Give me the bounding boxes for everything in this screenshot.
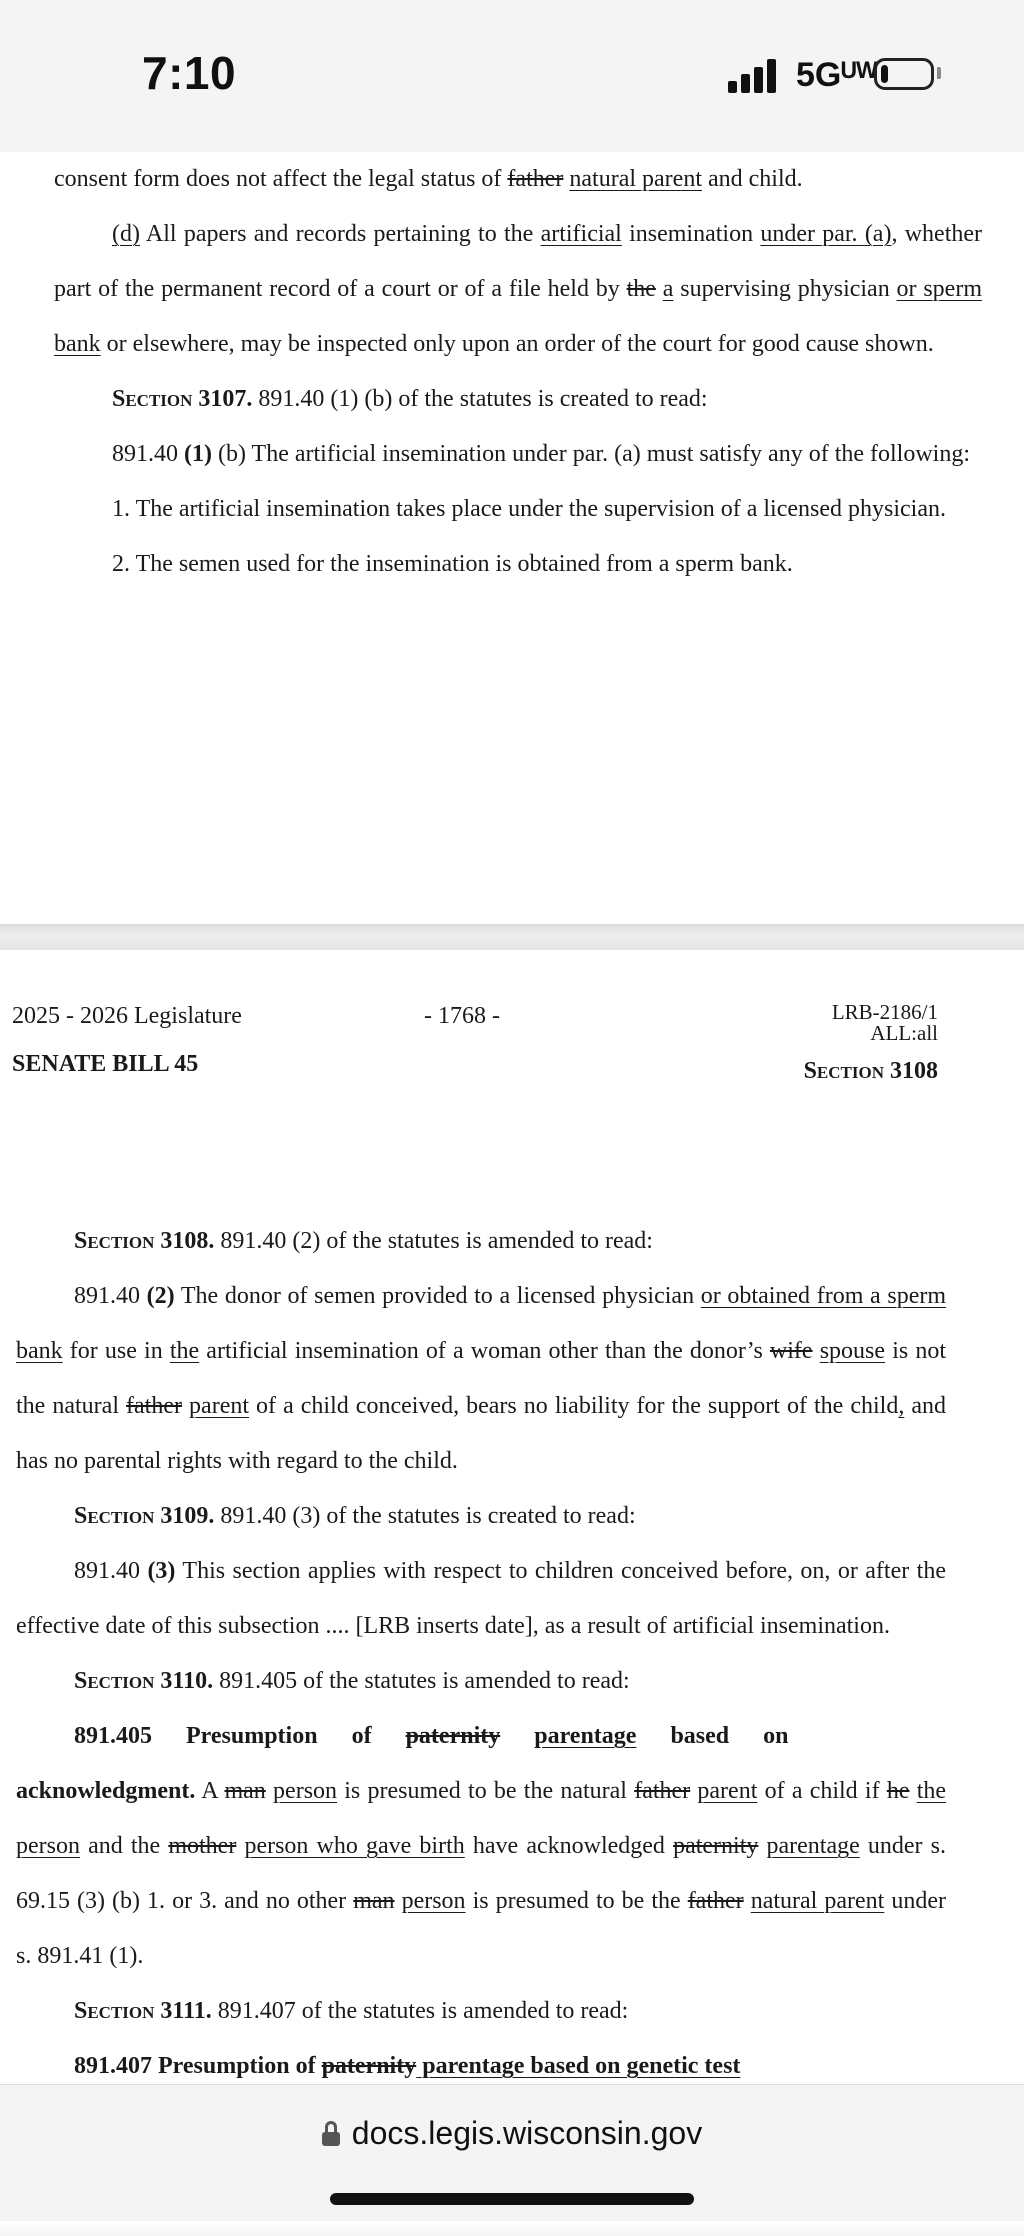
deleted-text: man [353,1888,395,1914]
inserted-text: person [273,1778,338,1804]
url-display[interactable] [0,2115,1024,2152]
paragraph [16,1544,946,1654]
cellular-signal-icon [728,59,780,93]
deleted-text: man [224,1778,266,1804]
text-run: Section 3108. [74,1228,215,1254]
inserted-text: parentage [534,1723,637,1749]
text-run: and the [79,1833,169,1859]
text-run: of [351,1723,372,1749]
inserted-text: under par. (a) [760,221,892,247]
deleted-text: father [687,1888,744,1914]
document-viewer[interactable] [0,152,1024,2084]
text-run: Section 3110. [74,1668,214,1694]
text-run: Presumption [186,1723,318,1749]
text-run: is not the natural [16,1338,947,1419]
paragraph [16,1709,946,1984]
inserted-text: , [898,1393,905,1419]
text-run: consent form does not affect the legal status of [54,166,508,192]
paragraph [54,427,982,482]
text-run: (3) [147,1558,176,1584]
text-run [266,1778,273,1804]
battery-level [881,65,888,83]
deleted-text: the [626,276,656,302]
text-run: 2. The semen used for the insemination is obtained from a sperm bank. [112,551,793,577]
inserted-text: or sperm bank [54,276,982,357]
page-number: - 1768 - [424,1003,500,1029]
deleted-text: father [507,166,564,192]
inserted-text: artificial [540,221,622,247]
text-run [744,1888,751,1914]
text-run: , whether part of the permanent record of a court or of a file held by [54,221,983,302]
inserted-text: a [662,276,674,302]
deleted-text: he [886,1778,910,1804]
text-run: 891.407 Presumption of [74,2053,322,2079]
battery-cap [937,67,941,79]
text-run: 891.40 (2) of the statutes is amended to read: [214,1228,653,1254]
section-heading [16,1489,946,1544]
inserted-text: natural parent [750,1888,885,1914]
inserted-text: parent [697,1778,758,1804]
text-run: 891.40 (3) of the statutes is created to read: [214,1503,636,1529]
page-divider [0,924,1024,950]
text-run: and has no parental rights with regard to the child. [16,1393,947,1474]
page-1769-fragment [54,152,982,592]
header-section: Section 3108 [803,1058,938,1084]
deleted-text: paternity [321,2053,417,2079]
url-text[interactable]: docs.legis.wisconsin.gov [351,2115,703,2151]
inserted-text: parent [189,1393,250,1419]
text-run: 891.405 of the statutes is amended to read: [213,1668,630,1694]
list-item [54,482,982,537]
text-run: 891.407 of the statutes is amended to read: [211,1998,629,2024]
inserted-text: the [169,1338,200,1364]
deleted-text: paternity [673,1833,759,1859]
text-run: supervising physician [673,276,897,302]
text-run: 891.405 [74,1723,152,1749]
section-heading [16,1214,946,1269]
deleted-text: father [634,1778,691,1804]
paragraph [54,152,982,207]
inserted-text: spouse [819,1338,886,1364]
status-bar [0,0,1024,152]
page-1768-body [16,1210,946,2094]
text-run: (2) [146,1283,175,1309]
inserted-text: the person [16,1778,947,1859]
text-run: All papers and records pertaining to the [139,221,541,247]
text-run: of a child if [757,1778,887,1804]
text-run: under s. 69.15 (3) (b) 1. or 3. and no other [16,1833,947,1914]
text-run: Section 3111. [74,1998,212,2024]
legislature-label: 2025 - 2026 Legislature [12,1003,242,1029]
text-run: The donor of semen provided to a licensed physician [174,1283,701,1309]
text-run: 891.40 [74,1558,148,1584]
battery-icon [874,58,934,90]
text-run: 891.40 [112,441,184,467]
text-run: Section 3107. [112,386,253,412]
network-type: 5Gᵁᵂ [796,56,878,94]
text-run: for use in [62,1338,170,1364]
text-run: (1) [184,441,212,467]
inserted-text: parentage [766,1833,860,1859]
text-run [909,1778,916,1804]
deleted-text: wife [769,1338,813,1364]
text-run: acknowledgment. [16,1778,196,1804]
list-item [54,537,982,592]
lock-icon [322,2124,340,2146]
text-run: This section applies with respect to children conceived before, on, or after the effective date of this subsection .... [LRB inserts date], as a result of artificial insemination. [16,1558,946,1639]
text-run [813,1338,820,1364]
inserted-text: (d) [112,221,140,247]
text-run: based [670,1723,730,1749]
inserted-text: natural parent [569,166,702,192]
deleted-text: paternity [405,1723,501,1749]
text-run: have acknowledged [464,1833,674,1859]
text-run [395,1888,402,1914]
section-heading [54,372,982,427]
page-header-right [700,1002,938,1087]
text-run: or elsewhere, may be inspected only upon an order of the court for good cause shown. [100,331,934,357]
text-run: insemination [621,221,761,247]
text-run: and child. [702,166,803,192]
text-run: 891.40 [74,1283,147,1309]
page-header-left [12,1000,242,1080]
text-run: A [195,1778,225,1804]
paragraph [16,1269,946,1489]
text-run: 891.40 (1) (b) of the statutes is created to read: [252,386,708,412]
inserted-text: parentage based on genetic test [416,2053,741,2079]
text-run: of a child conceived, bears no liability for the support of the child [249,1393,899,1419]
home-indicator[interactable] [330,2193,694,2205]
lrb-number: LRB-2186/1 [831,1000,938,1024]
text-run: is presumed to be the [465,1888,688,1914]
status-time: 7:10 [142,47,237,99]
deleted-text: mother [168,1833,237,1859]
text-run [182,1393,189,1419]
bill-name: SENATE BILL 45 [12,1051,199,1077]
deleted-text: father [126,1393,182,1419]
text-run [656,276,663,302]
text-run: artificial insemination of a woman other than the donor’s [199,1338,770,1364]
inserted-text: person who gave birth [244,1833,465,1859]
text-run: under s. 891.41 (1). [16,1888,947,1969]
text-run: on [763,1723,789,1749]
section-heading [16,1654,946,1709]
inserted-text: person [401,1888,466,1914]
text-run: Section 3109. [74,1503,215,1529]
text-run: 1. The artificial insemination takes place under the supervision of a licensed physician. [112,496,946,522]
paragraph [54,207,982,372]
inserted-text: or obtained from a sperm bank [16,1283,947,1364]
section-heading [16,1984,946,2039]
lrb-sub: ALL:all [870,1021,938,1045]
text-run: is presumed to be the natural [337,1778,635,1804]
scroll-fade [0,2222,1024,2236]
text-run [758,1833,766,1859]
browser-address-bar[interactable] [0,2084,1024,2221]
text-run: (b) The artificial insemination under par. (a) must satisfy any of the following: [211,441,971,467]
